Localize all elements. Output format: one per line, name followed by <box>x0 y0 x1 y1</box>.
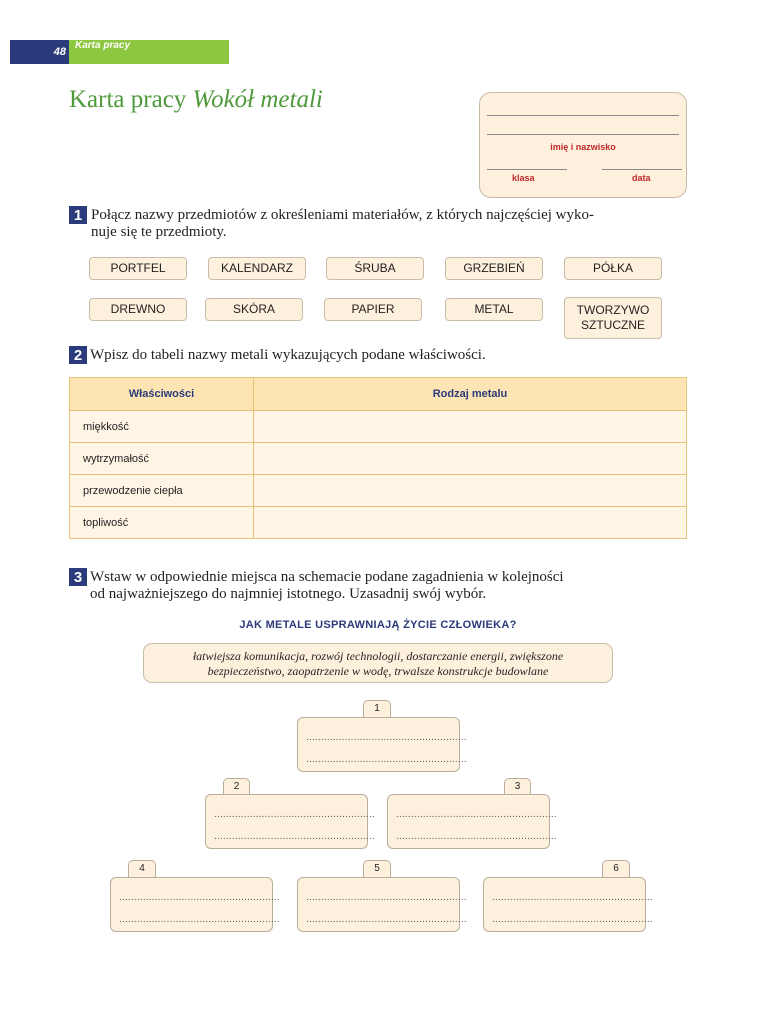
task-3-line-2: od najważniejszego do najmniej istotnego. Uzasadnij swój wybór. <box>90 586 487 602</box>
scheme-box-1[interactable] <box>297 717 467 772</box>
class-label: klasa <box>512 173 535 183</box>
dotted-line: ...................................................... <box>396 831 557 842</box>
material-tile[interactable]: SKÓRA <box>205 298 303 321</box>
property-cell: topliwość <box>70 507 254 539</box>
object-tile[interactable]: PÓŁKA <box>564 257 662 280</box>
task-2-number: 2 <box>69 346 87 364</box>
task-1-line-2: nuje się te przedmioty. <box>91 224 227 240</box>
page-number: 48 <box>53 46 66 58</box>
name-label: imię i nazwisko <box>550 142 616 152</box>
dotted-line: ...................................................... <box>306 732 467 743</box>
card-line-1 <box>487 115 679 116</box>
object-tile[interactable]: KALENDARZ <box>208 257 306 280</box>
column-header-metal: Rodzaj metalu <box>254 378 687 411</box>
task-2-text: Wpisz do tabeli nazwy metali wykazujących podane właściwości. <box>90 347 486 363</box>
answer-cell[interactable] <box>254 507 687 539</box>
properties-table <box>69 377 687 539</box>
material-tile[interactable]: DREWNO <box>89 298 187 321</box>
table-row <box>70 411 687 443</box>
dotted-line: ...................................................... <box>492 914 653 925</box>
property-cell: wytrzymałość <box>70 443 254 475</box>
title-italic: Wokół metali <box>192 86 323 113</box>
column-header-properties: Właściwości <box>70 378 254 411</box>
box-number-tab: 4 <box>128 860 156 878</box>
object-tile[interactable]: GRZEBIEŃ <box>445 257 543 280</box>
card-line-date <box>602 169 682 170</box>
material-tile[interactable]: METAL <box>445 298 543 321</box>
table-row <box>70 475 687 507</box>
object-tile[interactable]: PORTFEL <box>89 257 187 280</box>
scheme-box-3[interactable] <box>387 794 557 849</box>
object-tile[interactable]: ŚRUBA <box>326 257 424 280</box>
page-title <box>69 86 323 114</box>
task-1-number: 1 <box>69 206 87 224</box>
box-number-tab: 6 <box>602 860 630 878</box>
answer-cell[interactable] <box>254 443 687 475</box>
dotted-line: ...................................................... <box>214 831 375 842</box>
task-1-line-1: Połącz nazwy przedmiotów z określeniami materiałów, z których najczęściej wyko- <box>91 207 594 223</box>
topics-box <box>143 643 613 683</box>
scheme-box-6[interactable] <box>483 877 653 932</box>
card-line-class <box>487 169 567 170</box>
dotted-line: ...................................................... <box>306 754 467 765</box>
dotted-line: ...................................................... <box>119 914 280 925</box>
topics-line-1: łatwiejsza komunikacja, rozwój technologii, dostarczanie energii, zwiększone <box>192 649 564 663</box>
scheme-box-2[interactable] <box>205 794 375 849</box>
name-card <box>479 92 687 198</box>
dotted-line: ...................................................... <box>119 892 280 903</box>
scheme-box-5[interactable] <box>297 877 467 932</box>
title-plain: Karta pracy <box>69 86 193 113</box>
task-3-line-1: Wstaw w odpowiednie miejsca na schemacie podane zagadnienia w kolejności <box>90 569 564 585</box>
property-cell: miękkość <box>70 411 254 443</box>
dotted-line: ...................................................... <box>492 892 653 903</box>
date-label: data <box>632 173 651 183</box>
material-tile[interactable]: PAPIER <box>324 298 422 321</box>
dotted-line: ...................................................... <box>306 914 467 925</box>
scheme-box-4[interactable] <box>110 877 280 932</box>
dotted-line: ...................................................... <box>396 809 557 820</box>
answer-cell[interactable] <box>254 475 687 507</box>
table-row <box>70 507 687 539</box>
property-cell: przewodzenie ciepła <box>70 475 254 507</box>
box-number-tab: 5 <box>363 860 391 878</box>
material-tile[interactable]: TWORZYWO SZTUCZNE <box>564 297 662 339</box>
box-number-tab: 3 <box>504 778 531 795</box>
topics-line-2: bezpieczeństwo, zaopatrzenie w wodę, trwalsze konstrukcje budowlane <box>207 664 549 678</box>
box-number-tab: 1 <box>363 700 391 718</box>
dotted-line: ...................................................... <box>306 892 467 903</box>
scheme-heading: JAK METALE USPRAWNIAJĄ ŻYCIE CZŁOWIEKA? <box>239 619 517 631</box>
dotted-line: ...................................................... <box>214 809 375 820</box>
table-row <box>70 443 687 475</box>
answer-cell[interactable] <box>254 411 687 443</box>
card-line-2 <box>487 134 679 135</box>
box-number-tab: 2 <box>223 778 250 795</box>
section-label: Karta pracy <box>75 40 131 51</box>
task-3-number: 3 <box>69 568 87 586</box>
